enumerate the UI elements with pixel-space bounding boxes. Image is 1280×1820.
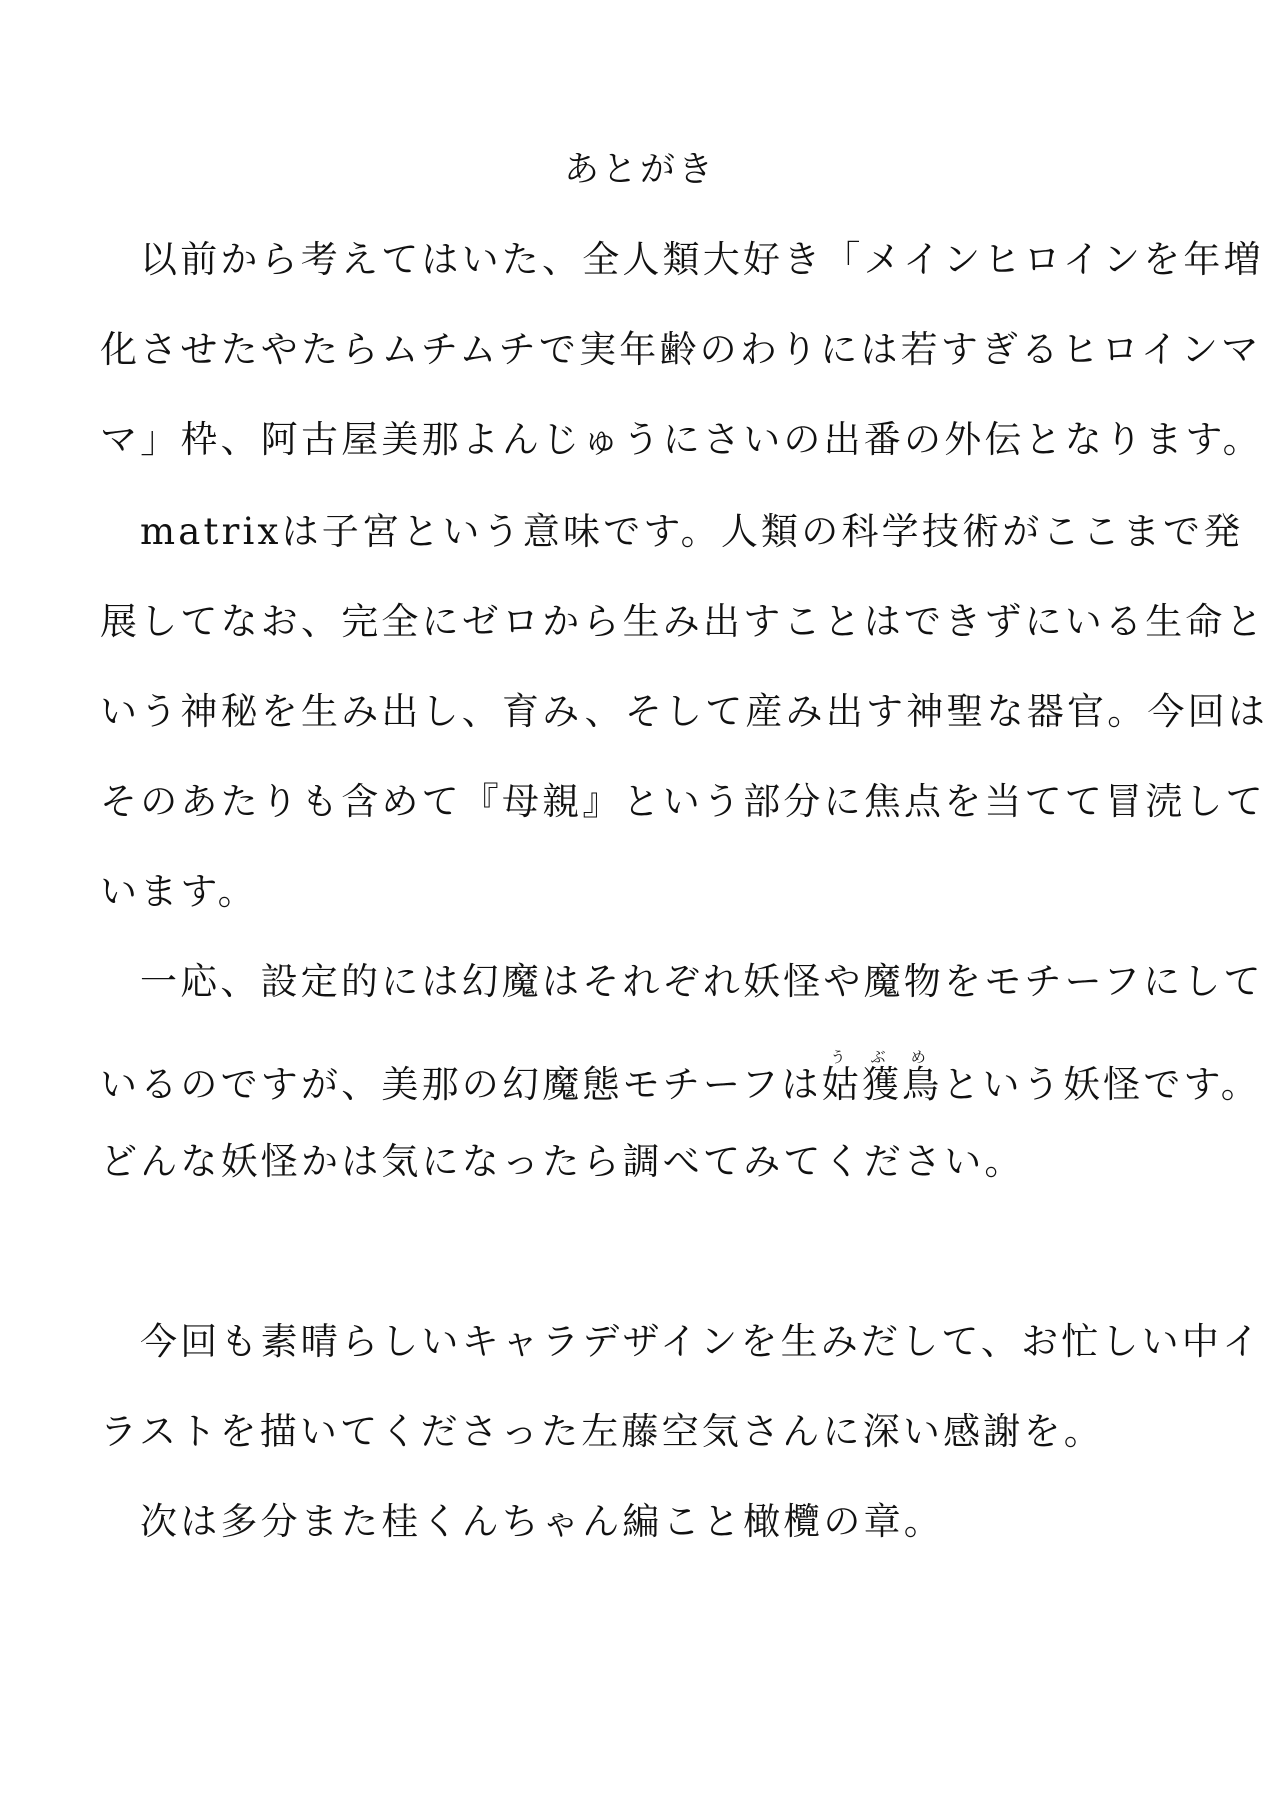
page-title: あとがき — [563, 150, 716, 190]
ruby-term — [821, 1048, 943, 1106]
paragraph-line: matrixは子宮という意味です。人類の科学技術がここまで発 — [140, 510, 1244, 553]
line-segment: という妖怪です。 — [942, 1063, 1261, 1106]
paragraph-line: そのあたりも含めて『母親』という部分に焦点を当てて冒涜して — [100, 780, 1266, 823]
paragraph-line: どんな妖怪かは気になったら調べてみてください。 — [100, 1140, 1025, 1183]
paragraph-line: 今回も素晴らしいキャラデザインを生みだして、お忙しい中イ — [140, 1320, 1263, 1363]
paragraph-line: ラストを描いてくださった左藤空気さんに深い感謝を。 — [100, 1410, 1104, 1453]
line-segment: いるのですが、美那の幻魔態モチーフは — [100, 1063, 822, 1106]
paragraph-line: 展してなお、完全にゼロから生み出すことはできずにいる生命と — [100, 600, 1266, 643]
ruby-base: 姑獲鳥 — [821, 1063, 943, 1106]
paragraph-line: 以前から考えてはいた、全人類大好き「メインヒロインを年増 — [140, 238, 1264, 281]
paragraph-line: 化させたやたらムチムチで実年齢のわりには若すぎるヒロインマ — [100, 328, 1262, 371]
paragraph-line: います。 — [100, 870, 258, 913]
ruby-reading: うぶめ — [821, 1048, 943, 1066]
paragraph-line: いう神秘を生み出し、育み、そして産み出す神聖な器官。今回は — [100, 690, 1269, 733]
paragraph-line: 一応、設定的には幻魔はそれぞれ妖怪や魔物をモチーフにして — [140, 960, 1264, 1003]
paragraph-line: マ」枠、阿古屋美那よんじゅうにさいの出番の外伝となります。 — [100, 418, 1263, 461]
paragraph-line-with-ruby — [100, 1048, 1261, 1109]
paragraph-line: 次は多分また桂くんちゃん編こと橄欖の章。 — [140, 1500, 944, 1543]
